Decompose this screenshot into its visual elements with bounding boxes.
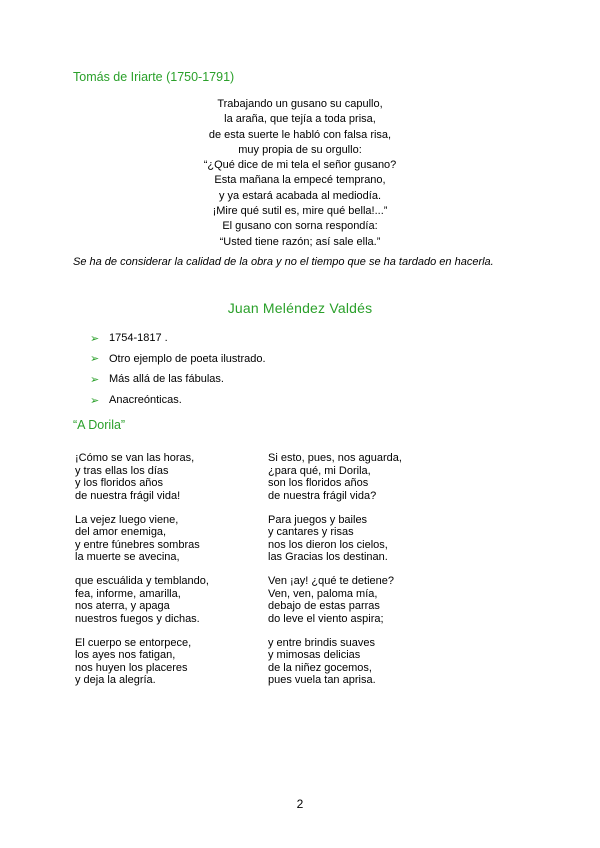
verse-line: y deja la alegría. (75, 674, 156, 687)
poem-line: de esta suerte le habló con falsa risa, (208, 128, 392, 141)
verse-line: nos los dieron los cielos, (268, 538, 388, 551)
poem-line: El gusano con sorna respondía: (222, 220, 378, 233)
verse-line: de la niñez gocemos, (268, 661, 372, 674)
poem-line: Trabajando un gusano su capullo, (217, 98, 383, 110)
verse-line: nos aterra, y apaga (75, 600, 170, 613)
bullet-text: 1754-1817 . (109, 332, 168, 345)
fable-moral: Se ha de considerar la calidad de la obra y no el tiempo que se ha tardado en hacerla. (73, 256, 494, 268)
verse-line: del amor enemiga, (75, 526, 167, 539)
bullet-text: Anacreónticas. (109, 394, 182, 407)
verse-line: y tras ellas los días (75, 464, 169, 477)
verse-line: Ven, ven, paloma mía, (268, 587, 378, 600)
verse-line: y cantares y risas (268, 526, 354, 539)
stanza (75, 452, 209, 502)
poem-line: “Usted tiene razón; así sale ella.” (219, 235, 381, 248)
bullet-item (90, 390, 266, 411)
iriarte-poem (100, 97, 500, 250)
verse-line: Si esto, pues, nos aguarda, (268, 452, 402, 464)
poem-line: y ya estará acabada al mediodía. (218, 189, 382, 202)
verse-line: nuestros fuegos y dichas. (75, 612, 200, 625)
bullet-item (90, 369, 266, 390)
page-number: 2 (296, 797, 304, 811)
verse-line: son los floridos años (268, 477, 369, 490)
bullet-text: Más allá de las fábulas. (109, 373, 224, 386)
verse-line: y los floridos años (75, 477, 164, 490)
arrow-bullet-icon: ➢ (90, 373, 100, 386)
verse-line: nos huyen los placeres (75, 661, 188, 674)
poem-line: muy propia de su orgullo: (238, 143, 362, 156)
iriarte-heading: Tomás de Iriarte (1750-1791) (73, 70, 235, 84)
stanza (75, 575, 209, 625)
bullet-item (90, 349, 266, 370)
stanza (268, 452, 402, 502)
stanza (268, 637, 402, 687)
verse-line: y entre fúnebres sombras (75, 538, 200, 551)
melendez-heading: Juan Meléndez Valdés (227, 300, 373, 316)
verse-line: El cuerpo se entorpece, (75, 636, 192, 649)
bullet-list (90, 328, 266, 410)
poem-line: “¿Qué dice de mi tela el señor gusano? (203, 159, 397, 172)
stanza (75, 637, 209, 687)
arrow-bullet-icon: ➢ (90, 353, 100, 366)
verse-line: los ayes nos fatigan, (75, 649, 176, 662)
verse-line: Para juegos y bailes (268, 513, 368, 526)
verse-line: debajo de estas parras (268, 600, 380, 613)
verse-line: Ven ¡ay! ¿qué te detiene? (268, 575, 394, 588)
verse-line: do leve el viento aspira; (268, 612, 384, 625)
poem-line: ¡Mire qué sutil es, mire qué bella!...” (212, 205, 388, 218)
arrow-bullet-icon: ➢ (90, 332, 100, 345)
verse-line: y mimosas delicias (268, 649, 361, 662)
verse-line: de nuestra frágil vida! (75, 489, 181, 502)
verse-line: de nuestra frágil vida? (268, 489, 377, 502)
verse-line: las Gracias los destinan. (268, 551, 388, 564)
poem-line: la araña, que tejía a toda prisa, (224, 113, 376, 126)
verse-line: y entre brindis suaves (268, 636, 375, 649)
poem-title: “A Dorila” (73, 418, 126, 432)
verse-line: ¡Cómo se van las horas, (75, 452, 195, 464)
verse-line: fea, informe, amarilla, (75, 587, 181, 600)
stanza (268, 575, 402, 625)
verse-line: que escuálida y temblando, (75, 575, 209, 588)
poem-line: Esta mañana la empecé temprano, (214, 174, 386, 187)
poem-column-left (75, 452, 209, 698)
verse-line: la muerte se avecina, (75, 551, 180, 564)
stanza (268, 514, 402, 564)
verse-line: pues vuela tan aprisa. (268, 674, 376, 687)
verse-line: La vejez luego viene, (75, 513, 179, 526)
stanza (75, 514, 209, 564)
bullet-item (90, 328, 266, 349)
verse-line: ¿para qué, mi Dorila, (268, 464, 371, 477)
bullet-text: Otro ejemplo de poeta ilustrado. (109, 352, 266, 365)
arrow-bullet-icon: ➢ (90, 394, 100, 407)
poem-column-right (268, 452, 402, 698)
